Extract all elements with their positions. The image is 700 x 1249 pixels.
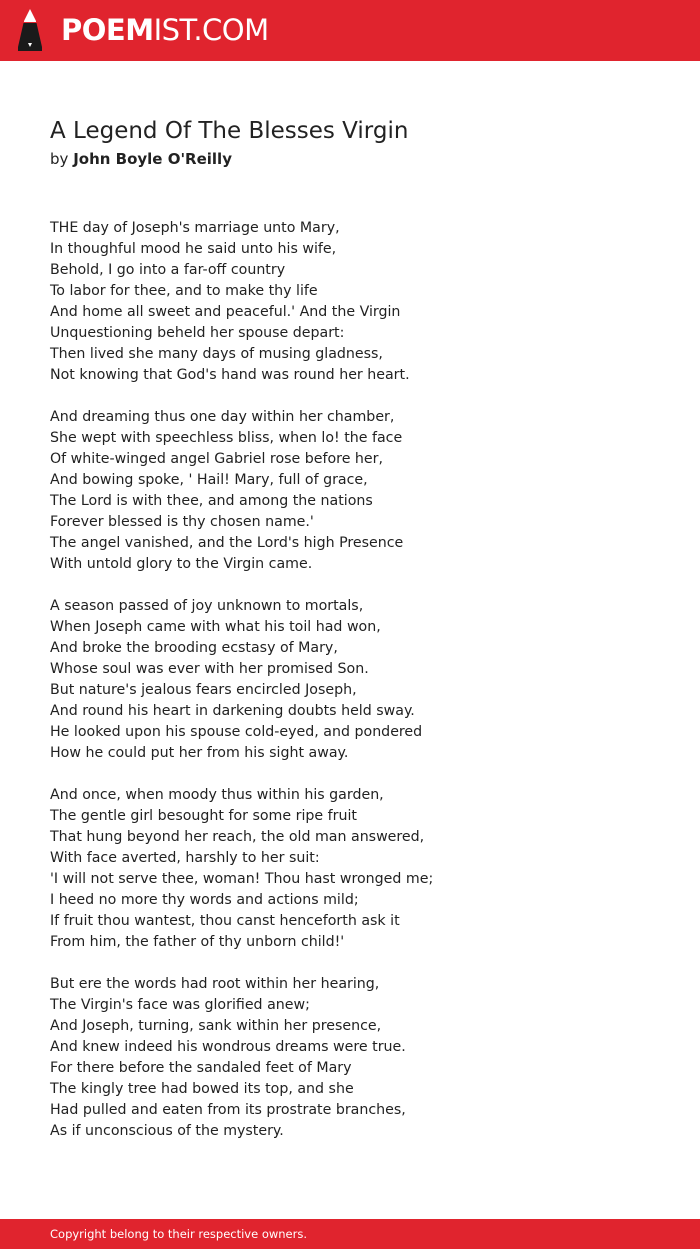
poem-line: The angel vanished, and the Lord's high Presence [50,535,404,551]
poem-line: And round his heart in darkening doubts held sway. [50,703,415,719]
poem-line: If fruit thou wantest, thou canst henceforth ask it [50,913,400,929]
poem-line: But ere the words had root within her hearing, [50,976,380,992]
poem-line: And once, when moody thus within his garden, [50,787,384,803]
stanza [50,407,670,575]
poem-line: And bowing spoke, ' Hail! Mary, full of grace, [50,472,368,488]
poem-body [50,218,670,1163]
poem-line: When Joseph came with what his toil had won, [50,619,381,635]
poem-title: A Legend Of The Blesses Virgin [50,118,409,144]
site-header [0,0,700,61]
poem-line: The Virgin's face was glorified anew; [50,997,310,1013]
poem-line: To labor for thee, and to make thy life [50,283,318,299]
poem-line: The Lord is with thee, and among the nations [50,493,373,509]
poem-line: She wept with speechless bliss, when lo! the face [50,430,403,446]
poem-line: Behold, I go into a far-off country [50,262,286,278]
logo-link[interactable] [0,0,269,61]
poem-line: From him, the father of thy unborn child!' [50,934,345,950]
site-footer [0,1219,700,1249]
poem-line: 'I will not serve thee, woman! Thou hast wronged me; [50,871,434,887]
poem-line: Whose soul was ever with her promised Son. [50,661,369,677]
poem-line: Then lived she many days of musing gladness, [50,346,383,362]
stanza [50,596,670,764]
stanza [50,218,670,386]
poem-line: Not knowing that God's hand was round her heart. [50,367,410,383]
stanza [50,785,670,953]
poem-line: With untold glory to the Virgin came. [50,556,313,572]
poem-line: And knew indeed his wondrous dreams were true. [50,1039,406,1055]
poem-line: Of white-winged angel Gabriel rose before her, [50,451,383,467]
poem-line: How he could put her from his sight away. [50,745,349,761]
poem-line: Had pulled and eaten from its prostrate branches, [50,1102,406,1118]
author-link[interactable]: John Boyle O'Reilly [73,150,232,168]
poem-line: For there before the sandaled feet of Mary [50,1060,352,1076]
poem-line: I heed no more thy words and actions mild; [50,892,359,908]
copyright-notice: Copyright belong to their respective owners. [50,1227,308,1241]
poem-line: In thoughful mood he said unto his wife, [50,241,337,257]
byline-prefix: by [50,150,69,168]
poem-line: Unquestioning beheld her spouse depart: [50,325,345,341]
poem-line: And home all sweet and peaceful.' And the Virgin [50,304,401,320]
poem-line: Forever blessed is thy chosen name.' [50,514,314,530]
poem-line: The gentle girl besought for some ripe fruit [50,808,357,824]
logo-wordmark [61,12,269,48]
poem-line: With face averted, harshly to her suit: [50,850,320,866]
poem-line: THE day of Joseph's marriage unto Mary, [50,220,340,236]
poem-line: And dreaming thus one day within her chamber, [50,409,395,425]
byline [50,148,232,170]
poem-line: And Joseph, turning, sank within her presence, [50,1018,382,1034]
poem-line: But nature's jealous fears encircled Joseph, [50,682,357,698]
poem-line: That hung beyond her reach, the old man answered, [50,829,425,845]
stanza [50,974,670,1142]
poem-line: He looked upon his spouse cold-eyed, and pondered [50,724,423,740]
poem-line: As if unconscious of the mystery. [50,1123,284,1139]
pencil-icon [17,9,43,51]
logo-text-bold: POEM [61,13,154,47]
poem-line: And broke the brooding ecstasy of Mary, [50,640,338,656]
logo-text-light: IST.COM [153,13,269,47]
poem-line: A season passed of joy unknown to mortals, [50,598,364,614]
poem-line: The kingly tree had bowed its top, and she [50,1081,354,1097]
